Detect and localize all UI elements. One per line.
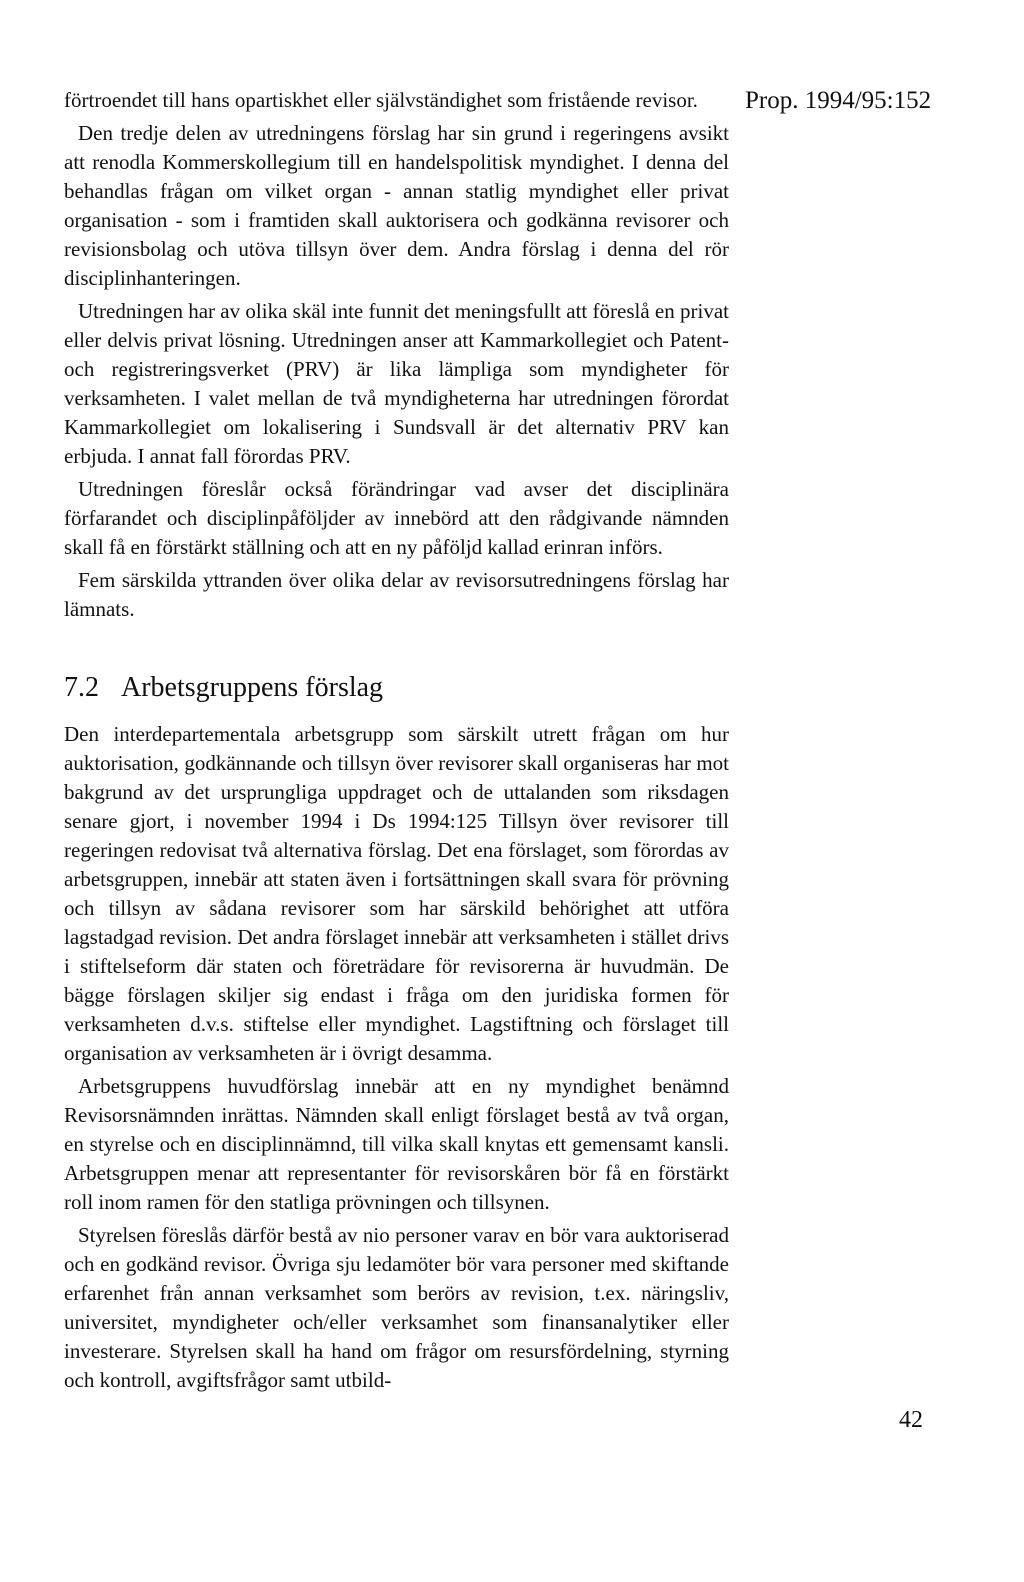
paragraph: Utredningen har av olika skäl inte funnit det meningsfullt att föreslå en privat eller delvis privat lösning. Utredningen anser att Kammarkollegiet och Patent- och registreringsverket (PRV) är lika lämpliga som myndigheter för verksamheten. I valet mellan de två myndigheterna har utredningen förordat Kammarkollegiet om lokalisering i Sundsvall är det alternativ PRV kan erbjuda. I annat fall förordas PRV. xyxy=(64,299,729,468)
paragraph: Arbetsgruppens huvudförslag innebär att en ny myndighet benämnd Revisorsnämnden inrättas. Nämnden skall enligt förslaget bestå av två organ, en styrelse och en disciplinnämnd, till vilka skall knytas ett gemensamt kansli. Arbetsgruppen menar att representanter för revisorskåren bör få en förstärkt roll inom ramen för den statliga prövningen och tillsynen. xyxy=(64,1074,729,1214)
section-heading xyxy=(64,670,729,706)
page-number: 42 xyxy=(899,1407,923,1433)
paragraph: Den tredje delen av utredningens förslag har sin grund i regeringens avsikt att renodla Kommerskollegium till en handelspolitisk myndighet. I denna del behandlas frågan om vilket organ - annan statlig myndighet eller privat organisation - som i framtiden skall auktorisera och godkänna revisorer och revisionsbolag och utöva tillsyn över dem. Andra förslag i denna del rör disciplinhanteringen. xyxy=(64,121,729,290)
section-number: 7.2 xyxy=(64,672,99,703)
document-reference: Prop. 1994/95:152 xyxy=(745,87,932,114)
text-column xyxy=(64,86,729,1399)
paragraph: förtroendet till hans opartiskhet eller självständighet som fristående revisor. xyxy=(64,88,698,112)
paragraph: Styrelsen föreslås därför bestå av nio personer varav en bör vara auktoriserad och en godkänd revisor. Övriga sju ledamöter bör vara personer med skiftande erfarenhet från annan verksamhet som berörs av revision, t.ex. näringsliv, universitet, myndigheter och/eller verksamhet som finansanalytiker eller investerare. Styrelsen skall ha hand om frågor om resursfördelning, styrning och kontroll, avgiftsfrågor samt utbild- xyxy=(64,1223,729,1392)
paragraph: Utredningen föreslår också förändringar vad avser det disciplinära förfarandet och disciplinpåföljder av innebörd att den rådgivande nämnden skall få en förstärkt ställning och att en ny påföljd kallad erinran införs. xyxy=(64,477,729,559)
section-title: Arbetsgruppens förslag xyxy=(121,672,384,703)
paragraph: Den interdepartementala arbetsgrupp som särskilt utrett frågan om hur auktorisation, godkännande och tillsyn över revisorer skall organiseras har mot bakgrund av det ursprungliga uppdraget och de uttalanden som riksdagen senare gjort, i november 1994 i Ds 1994:125 Tillsyn över revisorer till regeringen redovisat två alternativa förslag. Det ena förslaget, som förordas av arbetsgruppen, innebär att staten även i fortsättningen skall svara för prövning och tillsyn av sådana revisorer som har särskild behörighet att utföra lagstadgad revision. Det andra förslaget innebär att verksamheten i stället drivs i stiftelseform där staten och företrädare för revisorerna är huvudmän. De bägge förslagen skiljer sig endast i fråga om den juridiska formen för verksamheten d.v.s. stiftelse eller myndighet. Lagstiftning och förslaget till organisation av verksamheten är i övrigt desamma. xyxy=(64,722,729,1065)
paragraph: Fem särskilda yttranden över olika delar av revisorsutredningens förslag har lämnats. xyxy=(64,568,729,621)
